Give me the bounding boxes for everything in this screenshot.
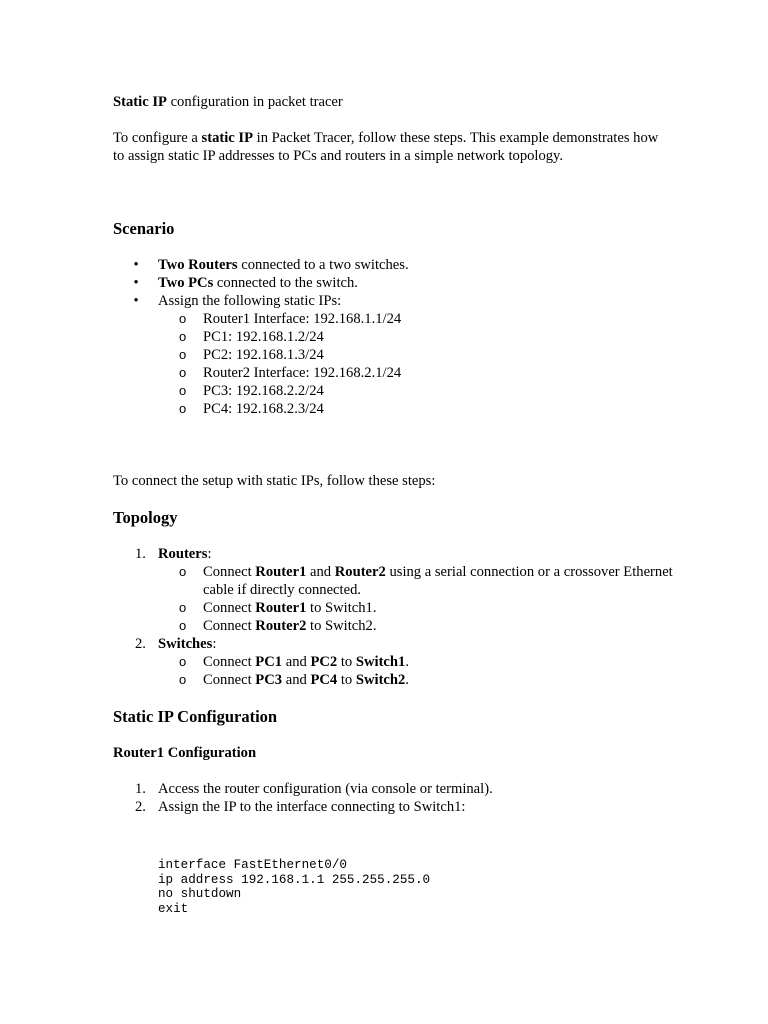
intro-paragraph (113, 129, 673, 165)
code-line: interface FastEthernet0/0 (158, 858, 347, 872)
intro-text-post: in Packet Tracer, follow these steps. This example demonstrates how to assign static IP addresses to PCs and routers in a simple network topology. (113, 130, 659, 164)
text: to (337, 672, 356, 688)
circle-bullet-icon: o (179, 618, 187, 633)
code-block (113, 858, 673, 916)
text: . (405, 654, 409, 670)
bold-text: Router1 (255, 564, 307, 580)
list-item (113, 635, 673, 689)
bullet-icon: • (133, 275, 139, 291)
title-bold: Static IP (113, 94, 167, 110)
bold-text: PC4 (310, 672, 338, 688)
step-number: 2. (135, 636, 146, 652)
step-text: Access the router configuration (via console or terminal). (158, 781, 493, 797)
text: Connect (203, 600, 256, 616)
step-number: 1. (135, 546, 146, 562)
scenario-list (113, 256, 673, 310)
circle-bullet-icon: o (179, 564, 187, 579)
code-line: no shutdown (158, 887, 242, 901)
list-item (113, 292, 673, 310)
title-rest: configuration in packet tracer (166, 94, 343, 110)
text: to Switch1. (306, 600, 377, 616)
step-number: 1. (135, 781, 146, 797)
document-title (113, 93, 673, 111)
router1-config-heading: Router1 Configuration (113, 745, 257, 761)
item-text: Assign the following static IPs: (158, 293, 342, 309)
text: and (306, 564, 335, 580)
bold-text: PC3 (255, 672, 283, 688)
list-item (113, 364, 673, 382)
circle-bullet-icon: o (179, 672, 187, 687)
connect-instruction: To connect the setup with static IPs, follow these steps: (113, 473, 436, 489)
ip-list (113, 310, 673, 418)
text: to Switch2. (306, 618, 377, 634)
text: using a serial connection or a crossover Ethernet cable if directly connected. (203, 564, 673, 598)
bold-text: Switch2 (355, 672, 406, 688)
text: Connect (203, 564, 256, 580)
bullet-icon: • (133, 293, 139, 309)
scenario-heading: Scenario (113, 219, 175, 238)
list-item (113, 671, 673, 689)
bold-text: Router2 (334, 564, 386, 580)
bullet-icon: • (133, 257, 139, 273)
item-bold: Two Routers (158, 257, 238, 273)
config-heading: Static IP Configuration (113, 707, 278, 726)
circle-bullet-icon: o (179, 329, 187, 344)
bold-text: PC1 (255, 654, 283, 670)
text: Connect (203, 618, 256, 634)
step-text: Assign the IP to the interface connecting to Switch1: (158, 799, 466, 815)
list-item (113, 400, 673, 418)
circle-bullet-icon: o (179, 600, 187, 615)
intro-text-pre: To configure a (113, 130, 202, 146)
item-text: connected to the switch. (213, 275, 358, 291)
list-item (113, 617, 673, 635)
step-label: Switches (158, 636, 213, 652)
list-item (113, 328, 673, 346)
text: Connect (203, 654, 256, 670)
topology-heading: Topology (113, 508, 178, 527)
circle-bullet-icon: o (179, 347, 187, 362)
circle-bullet-icon: o (179, 311, 187, 326)
circle-bullet-icon: o (179, 654, 187, 669)
bold-text: Router2 (255, 618, 307, 634)
ip-entry: PC3: 192.168.2.2/24 (203, 383, 324, 399)
list-item (113, 382, 673, 400)
document-page (113, 93, 673, 916)
text: and (282, 672, 311, 688)
list-item (113, 653, 673, 671)
intro-text-bold: static IP (201, 130, 254, 146)
list-item (113, 599, 673, 617)
circle-bullet-icon: o (179, 383, 187, 398)
step-colon: : (212, 636, 217, 652)
code-line: ip address 192.168.1.1 255.255.255.0 (158, 872, 431, 887)
bold-text: PC2 (310, 654, 338, 670)
text: Connect (203, 672, 256, 688)
text: and (282, 654, 311, 670)
list-item (113, 545, 673, 635)
code-line: exit (158, 901, 189, 916)
list-item (113, 256, 673, 274)
item-bold: Two PCs (158, 275, 214, 291)
circle-bullet-icon: o (179, 401, 187, 416)
list-item (113, 780, 673, 798)
list-item (113, 798, 673, 816)
ip-entry: PC4: 192.168.2.3/24 (203, 401, 324, 417)
list-item (113, 346, 673, 364)
ip-entry: Router1 Interface: 192.168.1.1/24 (203, 311, 402, 327)
ip-entry: PC1: 192.168.1.2/24 (203, 329, 324, 345)
step-colon: : (207, 546, 212, 562)
bold-text: Switch1 (355, 654, 406, 670)
switch-sublist (113, 653, 673, 689)
list-item (113, 563, 673, 599)
step-number: 2. (135, 799, 146, 815)
text: . (405, 672, 409, 688)
list-item (113, 274, 673, 292)
text: to (337, 654, 356, 670)
config-steps (113, 780, 673, 816)
router-sublist (113, 563, 673, 635)
topology-steps (113, 545, 673, 689)
ip-entry: Router2 Interface: 192.168.2.1/24 (203, 365, 402, 381)
circle-bullet-icon: o (179, 365, 187, 380)
ip-entry: PC2: 192.168.1.3/24 (203, 347, 324, 363)
list-item (113, 310, 673, 328)
step-label: Routers (158, 546, 208, 562)
bold-text: Router1 (255, 600, 307, 616)
item-text: connected to a two switches. (237, 257, 409, 273)
